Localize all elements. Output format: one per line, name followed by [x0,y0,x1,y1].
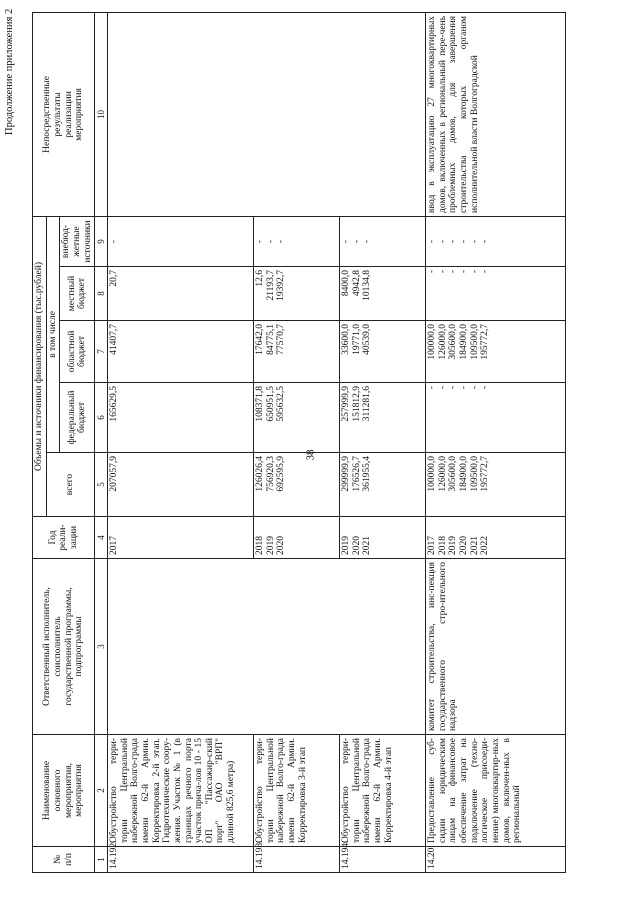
row-total: 100000,0 126000,0 305600,0 184900,0 109500,0 195772,7 [426,453,566,517]
row-years: 2018 2019 2020 [254,517,340,559]
page-number: 38 [304,449,317,461]
index-cell: 2 [95,735,108,847]
header-total: всего [46,453,95,517]
row-result [254,12,340,216]
row-regional: 100000,0 126000,0 305600,0 184900,0 109500,0 195772,7 [426,321,566,383]
row-total: 299999,9 176526,7 361955,4 [340,453,426,517]
header-num: № п/п [33,847,95,873]
row-extrabudget: - - - [340,216,426,266]
row-extrabudget: - [108,216,254,266]
row-result [340,12,426,216]
row-years: 2019 2020 2021 [340,517,426,559]
row-federal: 165629,5 [108,383,254,453]
header-federal: федеральный бюджет [60,383,95,453]
row-federal: 108371,8 650951,5 595632,5 [254,383,340,453]
header-financing: Объемы и источники финансирования (тыс.рублей) [33,216,47,516]
row-local: 20,7 [108,267,254,321]
row-responsible: комитет строительства, инс-пекция государственного стро-ительного надзора [426,559,566,735]
row-num: 14.20. [426,847,566,873]
row-result: ввод в эксплуатацию 27 многоквартирных домов, включенных в региональный пере-чень проблемных домов, для завершения строительства которых органом исполнительной власти Волгоградской [426,12,566,216]
header-result: Непосредственные результаты реализации мероприятия [33,12,95,216]
row-responsible [340,559,426,735]
index-cell: 9 [95,216,108,266]
row-years: 2017 [108,517,254,559]
header-regional: областной бюджет [60,321,95,383]
index-cell: 10 [95,12,108,216]
row-responsible [108,559,254,735]
table-row [340,12,426,872]
financing-table [32,12,566,873]
row-extrabudget: - - - [254,216,340,266]
row-num: 14.194. [340,847,426,873]
row-name: Предоставление суб-сидии юридическим лицам на финансовое обеспечение затрат на подключение (техно-логическое присоеди-нение) многоквартир-ных домов, включен-ных в региональный [426,735,566,847]
header-responsible: Ответственный исполнитель, соисполнитель государственной программы, подпрограммы [33,559,95,735]
row-local: 8400,0 4942,8 10134,8 [340,267,426,321]
continuation-label: Продолжение приложения 2 [4,8,15,135]
index-cell: 5 [95,453,108,517]
row-regional: 33600,0 19771,0 40539,0 [340,321,426,383]
row-extrabudget: - - - - - - [426,216,566,266]
index-cell: 4 [95,517,108,559]
index-cell: 1 [95,847,108,873]
index-cell: 8 [95,267,108,321]
row-years: 2017 2018 2019 2020 2021 2022 [426,517,566,559]
row-local: - - - - - - [426,267,566,321]
header-year: Год реали- зации [33,517,95,559]
header-including: в том числе [46,216,60,452]
table-row [426,12,566,872]
header-local: местный бюджет [60,267,95,321]
row-name: Обустройство терри-тории Центральной набережной Волго-града имени 62-й Армии. Корректировка 2-й этап. Гидротехнические соору-жения. Участок № 1 (в границах речного порта участок прича-лов 10 - 15 ОП "Пассажир-ский порт" ОАО "ВРП" длиной 825,6 метра) [108,735,254,847]
header-extrabudget: внебюд- жетные источники [60,216,95,266]
row-name: Обустройство терри-тории Центральной набережной Волго-града имени 62-й Армии. Корректировка 4-й этап [340,735,426,847]
header-name: Наименование основного мероприятия, мероприятия [33,735,95,847]
row-num: 14.192. [108,847,254,873]
row-total: 207057,9 [108,453,254,517]
row-regional: 17642,0 84775,1 77570,7 [254,321,340,383]
row-federal: 257999,9 151812,9 311281,6 [340,383,426,453]
index-cell: 6 [95,383,108,453]
row-local: 12,6 21193,7 19392,7 [254,267,340,321]
table-row [108,12,254,872]
index-cell: 3 [95,559,108,735]
row-total: 126026,4 756920,3 692595,9 [254,453,340,517]
row-result [108,12,254,216]
row-num: 14.193. [254,847,340,873]
row-federal: - - - - - - [426,383,566,453]
row-name: Обустройство терри-тории Центральной набережной Волго-града имени 62-й Армии. Корректировка 3-й этап [254,735,340,847]
row-responsible [254,559,340,735]
table-row [254,12,340,872]
index-cell: 7 [95,321,108,383]
row-regional: 41407,7 [108,321,254,383]
